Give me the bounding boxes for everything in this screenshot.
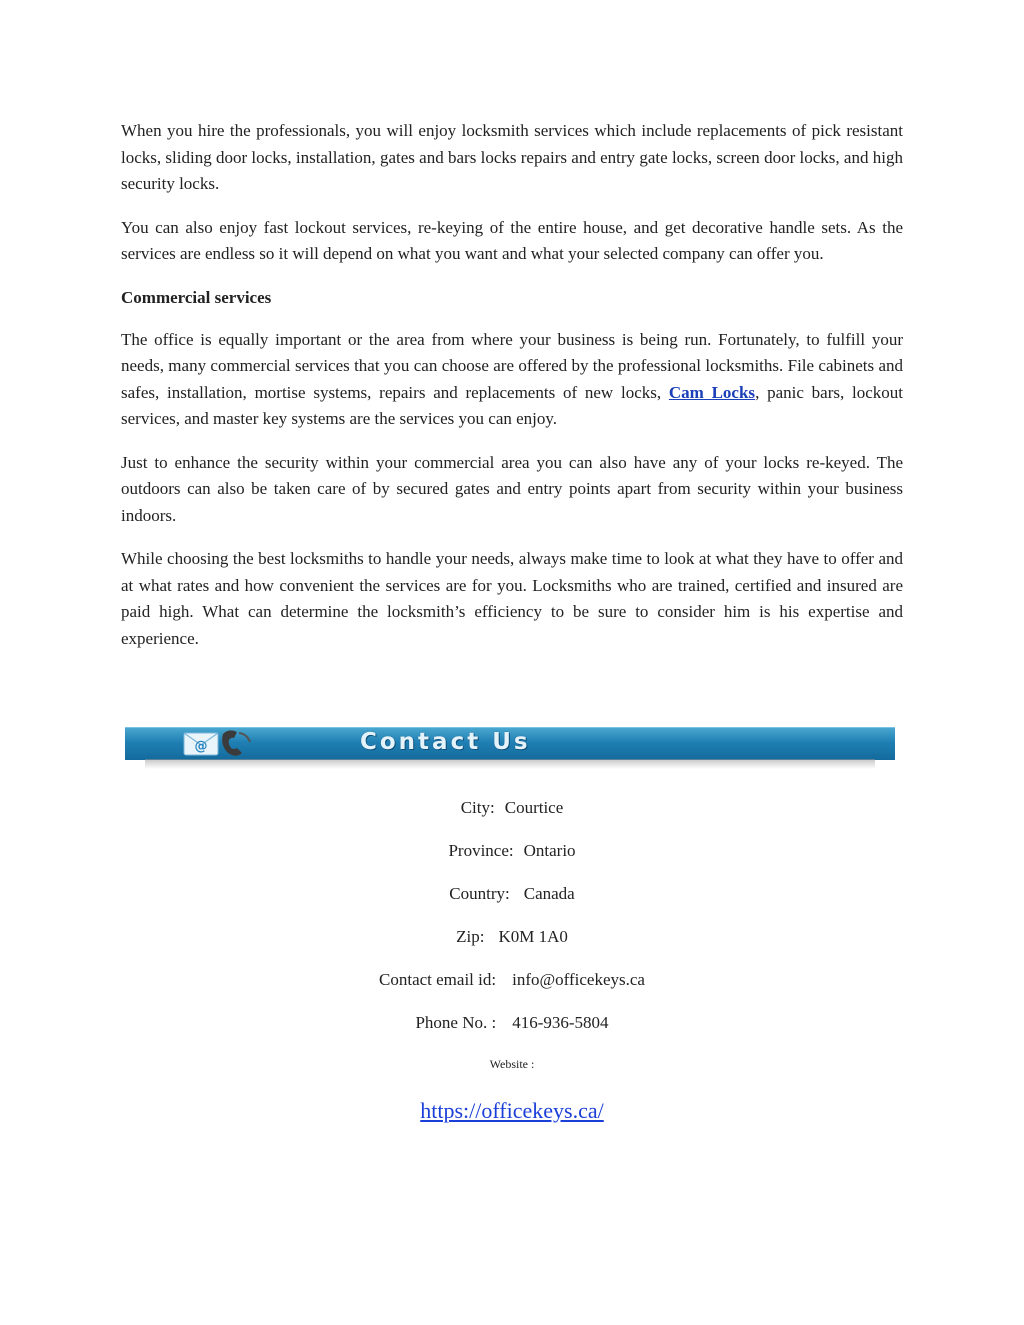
- country-label: Country:: [449, 884, 510, 903]
- website-link[interactable]: https://officekeys.ca/: [420, 1098, 604, 1123]
- website-label: Website :: [489, 1057, 535, 1071]
- envelope-icon: [183, 729, 221, 757]
- contact-us-banner: [125, 727, 895, 771]
- paragraph-lockout-services: You can also enjoy fast lockout services, re-keying of the entire house, and get decorative handle sets. As the services are endless so it will depend on what you want and what your selected company can offer you.: [121, 217, 903, 263]
- banner-shadow: [145, 759, 875, 769]
- contact-email-row: [0, 970, 1024, 990]
- paragraph-residential-services: When you hire the professionals, you will enjoy locksmith services which include replacements of pick resistant locks, sliding door locks, installation, gates and bars locks repairs and entry gate locks, screen door locks, and high security locks.: [121, 121, 903, 193]
- contact-city-row: [0, 798, 1024, 818]
- contact-phone-row: [0, 1013, 1024, 1033]
- city-value: Courtice: [504, 798, 564, 817]
- cam-locks-link[interactable]: Cam Locks: [668, 382, 756, 402]
- document-body: [121, 118, 903, 669]
- contact-province-row: [0, 841, 1024, 861]
- contact-country-row: [0, 884, 1024, 904]
- email-label: Contact email id:: [379, 970, 497, 989]
- section-heading-commercial: Commercial services: [121, 287, 272, 307]
- paragraph-commercial-text-start: The office is equally important or the area from where your business is being run. Fortunately, to fulfill your needs, many commercial services that you can choose are offered by the professional locksmiths. File cabinets and safes, installation, mortise systems, repairs and replacements of new locks,: [121, 329, 903, 402]
- contact-zip-row: [0, 927, 1024, 947]
- phone-label: Phone No. :: [415, 1013, 497, 1032]
- city-label: City:: [460, 798, 495, 817]
- country-value: Canada: [523, 884, 575, 903]
- paragraph-commercial-services: [121, 327, 903, 433]
- at-sign-icon: @: [194, 739, 208, 754]
- zip-value: K0M 1A0: [498, 927, 568, 946]
- phone-icon: [217, 728, 257, 758]
- paragraph-commercial-text-end: , panic bars, lockout services, and master key systems are the services you can enjoy.: [121, 382, 903, 428]
- email-value: info@officekeys.ca: [512, 970, 645, 989]
- phone-value: 416-936-5804: [512, 1013, 609, 1032]
- paragraph-rekeying: Just to enhance the security within your commercial area you can also have any of your locks re-keyed. The outdoors can also be taken care of by secured gates and entry points apart from security within your business indoors.: [121, 452, 903, 525]
- province-value: Ontario: [523, 841, 576, 860]
- province-label: Province:: [448, 841, 514, 860]
- banner-title: Contact Us: [360, 729, 531, 755]
- zip-label: Zip:: [456, 927, 485, 946]
- paragraph-choosing-locksmiths: While choosing the best locksmiths to handle your needs, always make time to look at what they have to offer and at what rates and how convenient the services are for you. Locksmiths who are trained, certified and insured are paid high. What can determine the locksmith’s efficiency to be sure to consider him is his expertise and experience.: [121, 549, 903, 648]
